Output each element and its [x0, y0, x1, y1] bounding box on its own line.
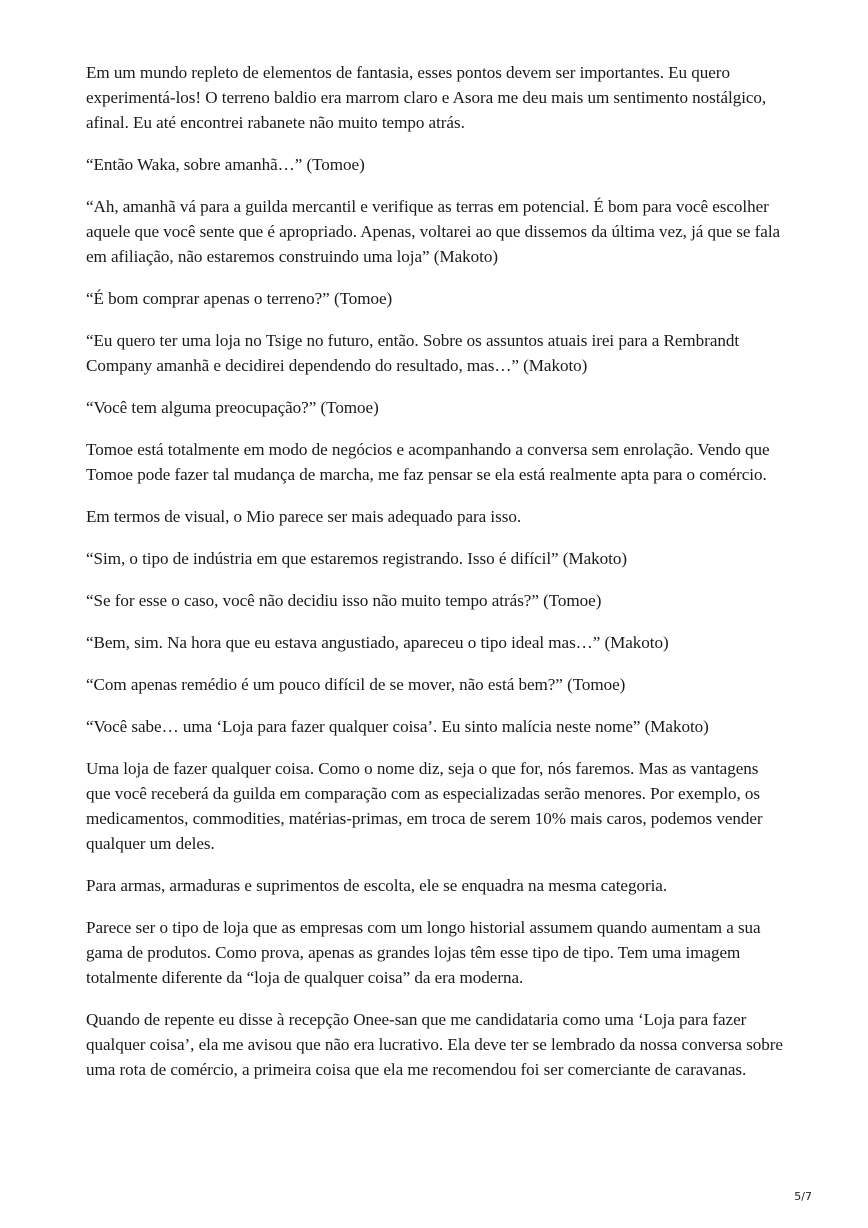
paragraph-17: Quando de repente eu disse à recepção Onee-san que me candidataria como uma ‘Loja para fazer qualquer coisa’, ela me avisou que não era lucrativo. Ela deve ter se lembrado da nossa conversa sobre uma rota de comércio, a primeira coisa que ela me recomendou foi ser comerciante de caravanas. — [86, 1010, 783, 1079]
paragraph-15: Para armas, armaduras e suprimentos de escolta, ele se enquadra na mesma categoria. — [86, 876, 668, 895]
paragraph-11: “Bem, sim. Na hora que eu estava angustiado, apareceu o tipo ideal mas…” (Makoto) — [86, 633, 669, 652]
paragraph-16: Parece ser o tipo de loja que as empresas com um longo historial assumem quando aumentam a sua gama de produtos. Como prova, apenas as grandes lojas têm esse tipo de tipo. Tem uma imagem totalmente diferente da “loja de qualquer coisa” da era moderna. — [86, 918, 761, 987]
paragraph-2: “Então Waka, sobre amanhã…” (Tomoe) — [86, 155, 365, 174]
paragraph-13: “Você sabe… uma ‘Loja para fazer qualquer coisa’. Eu sinto malícia neste nome” (Makoto) — [86, 717, 709, 736]
paragraph-5: “Eu quero ter uma loja no Tsige no futuro, então. Sobre os assuntos atuais irei para a Rembrandt Company amanhã e decidirei dependendo do resultado, mas…” (Makoto) — [86, 331, 740, 375]
document-body — [86, 60, 786, 1099]
paragraph-9: “Sim, o tipo de indústria em que estaremos registrando. Isso é difícil” (Makoto) — [86, 549, 627, 568]
paragraph-1: Em um mundo repleto de elementos de fantasia, esses pontos devem ser importantes. Eu quero experimentá-los! O terreno baldio era marrom claro e Asora me deu mais um sentimento nostálgico, afinal. Eu até encontrei rabanete não muito tempo atrás. — [86, 63, 767, 132]
paragraph-4: “É bom comprar apenas o terreno?” (Tomoe) — [86, 289, 393, 308]
paragraph-14: Uma loja de fazer qualquer coisa. Como o nome diz, seja o que for, nós faremos. Mas as vantagens que você receberá da guilda em comparação com as especializadas serão menores. Por exemplo, os medicamentos, commodities, matérias-primas, em troca de serem 10% mais caros, podemos vender qualquer um deles. — [86, 759, 763, 853]
paragraph-7: Tomoe está totalmente em modo de negócios e acompanhando a conversa sem enrolação. Vendo que Tomoe pode fazer tal mudança de marcha, me faz pensar se ela está realmente apta para o comércio. — [86, 440, 770, 484]
paragraph-8: Em termos de visual, o Mio parece ser mais adequado para isso. — [86, 507, 522, 526]
paragraph-12: “Com apenas remédio é um pouco difícil de se mover, não está bem?” (Tomoe) — [86, 675, 626, 694]
paragraph-3: “Ah, amanhã vá para a guilda mercantil e verifique as terras em potencial. É bom para você escolher aquele que você sente que é apropriado. Apenas, voltarei ao que dissemos da última vez, já que se fala em afiliação, não estaremos construindo uma loja” (Makoto) — [86, 197, 781, 266]
paragraph-10: “Se for esse o caso, você não decidiu isso não muito tempo atrás?” (Tomoe) — [86, 591, 602, 610]
page-number: 5/7 — [794, 1190, 812, 1203]
paragraph-6: “Você tem alguma preocupação?” (Tomoe) — [86, 398, 379, 417]
